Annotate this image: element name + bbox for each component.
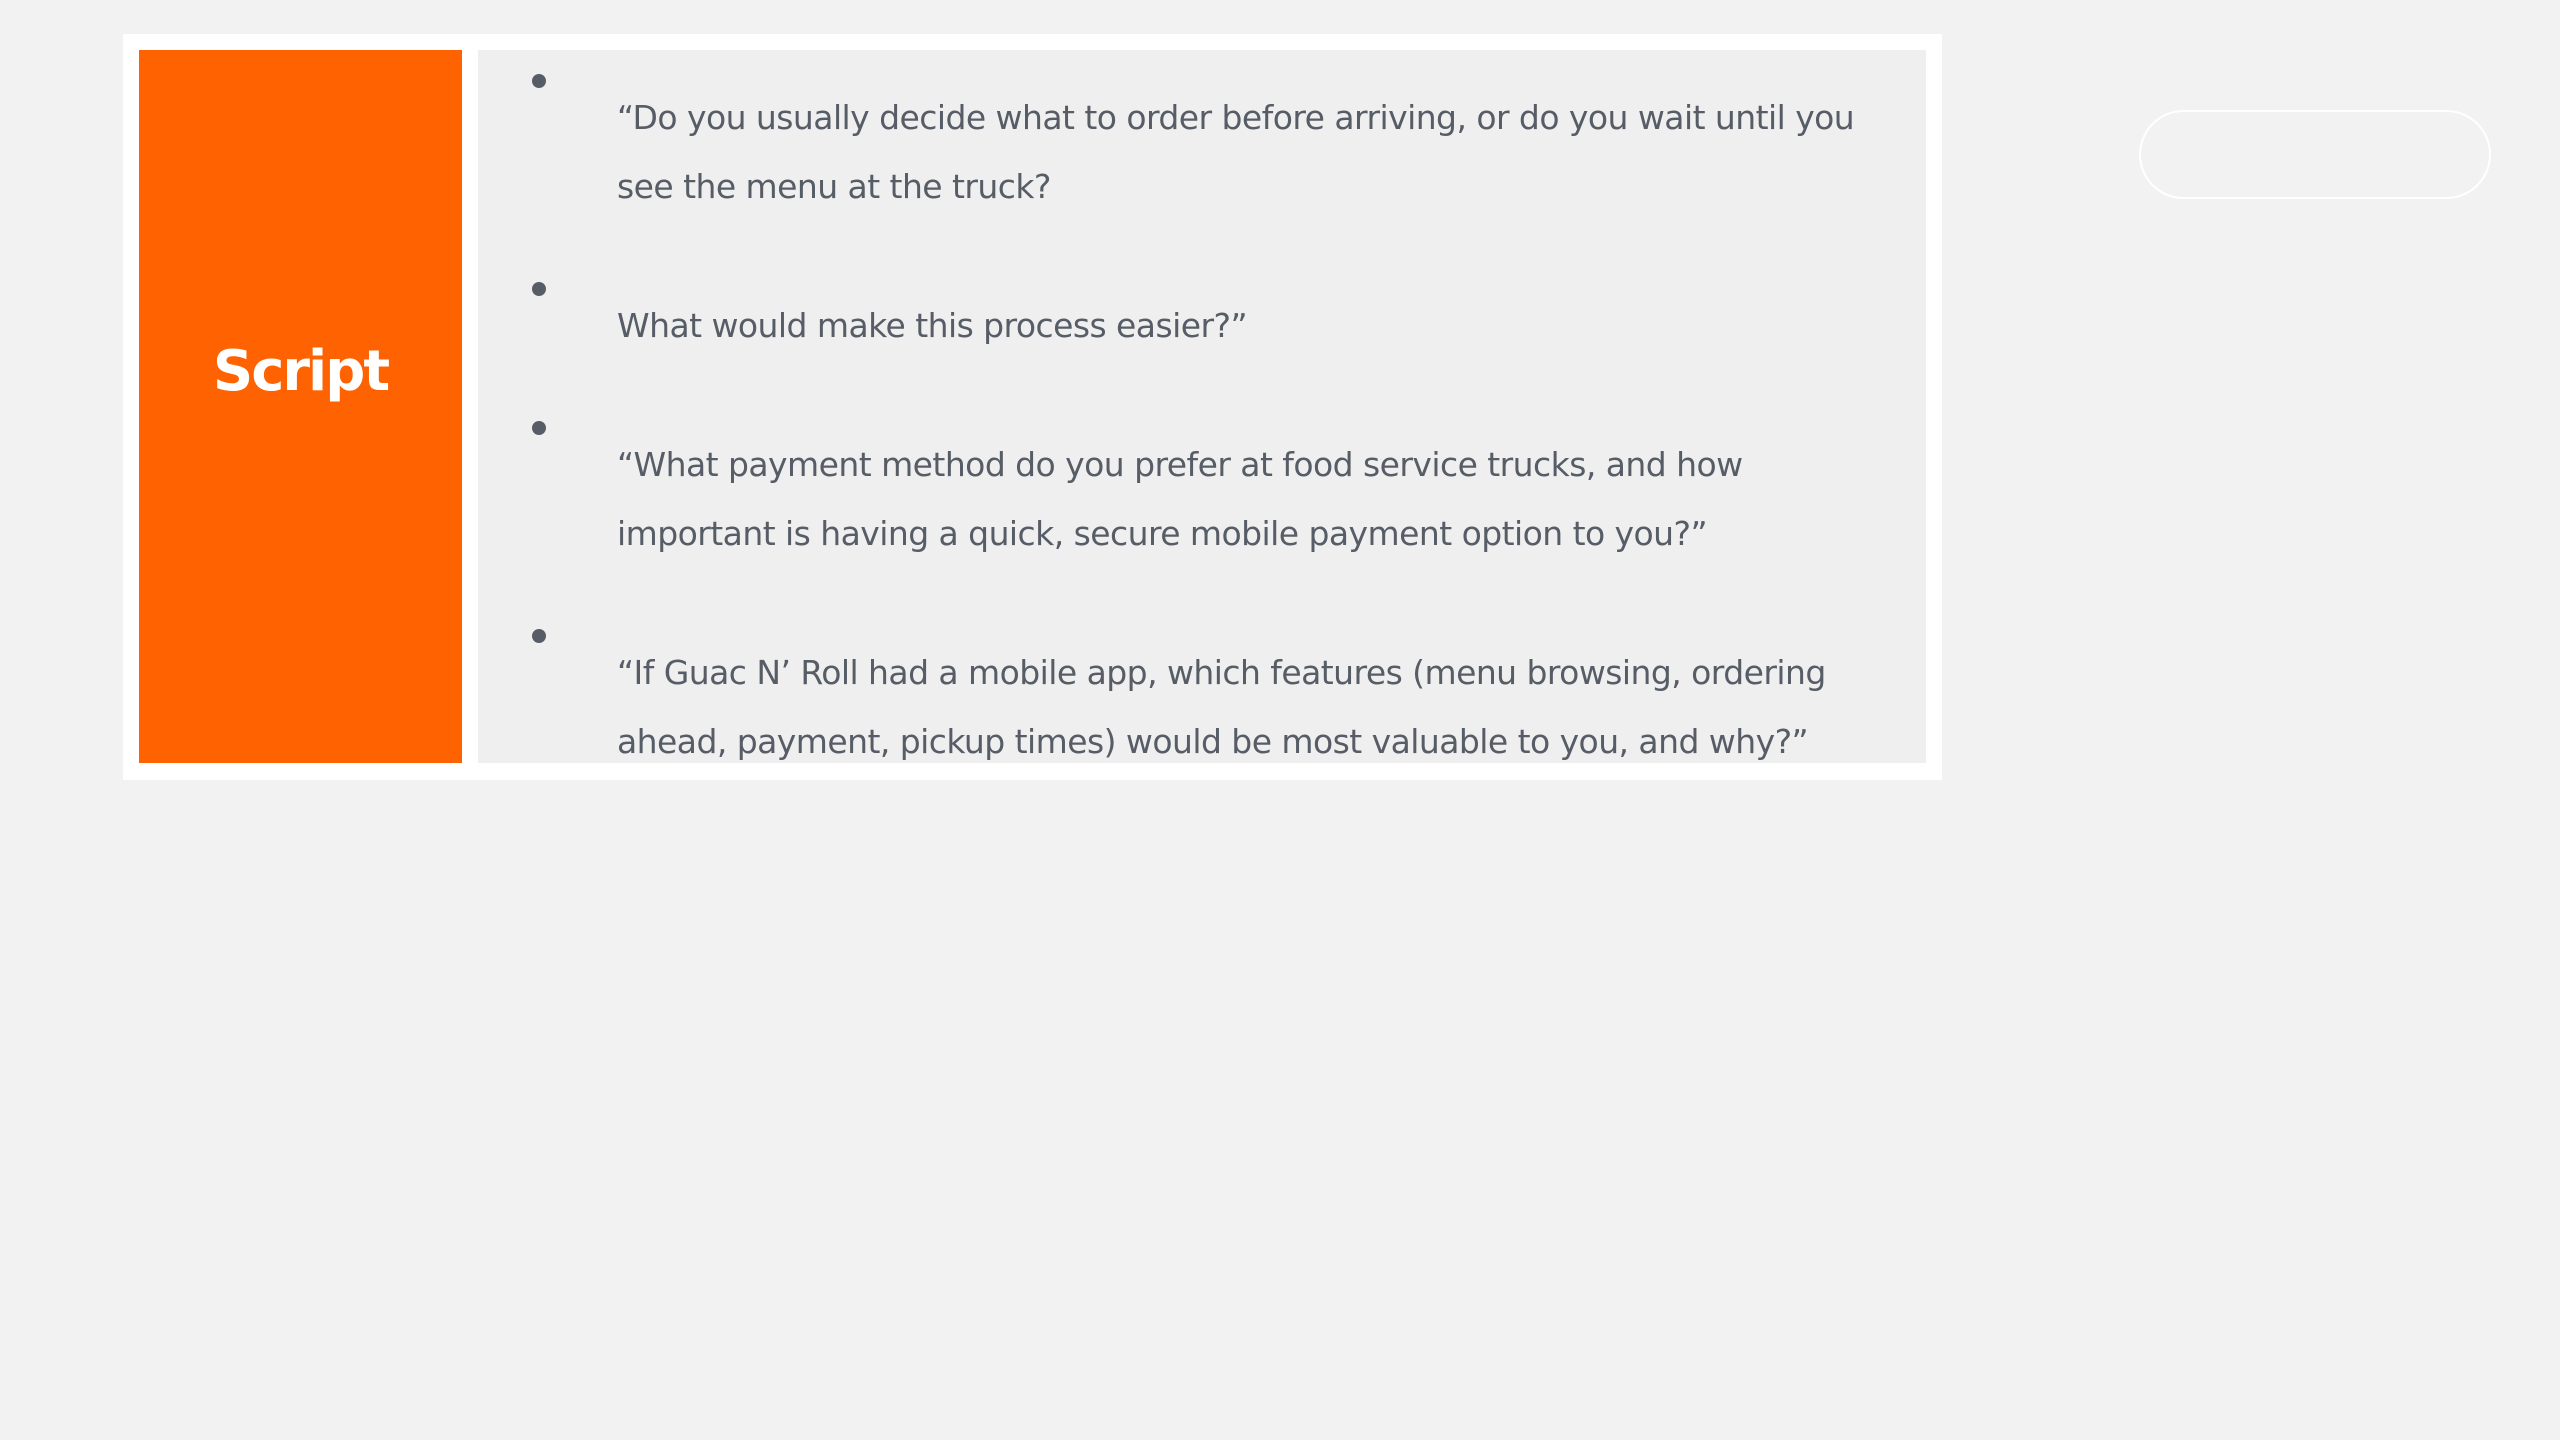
outlined-pill-shape (2139, 110, 2491, 199)
script-title: Script (212, 339, 389, 404)
bullet-icon (532, 74, 546, 88)
question-text: “Do you usually decide what to order before arriving, or do you wait until you see the menu at the truck? (617, 98, 1855, 206)
question-text: “If Guac N’ Roll had a mobile app, which features (menu browsing, ordering ahead, payment, pickup times) would be most valuable to you, and why?” (617, 653, 1826, 761)
question-text: What would make this process easier?” (617, 306, 1248, 345)
question-text: “What payment method do you prefer at food service trucks, and how important is having a quick, secure mobile payment option to you?” (617, 445, 1743, 553)
script-label-panel (139, 50, 462, 763)
bullet-icon (532, 629, 546, 643)
script-card (123, 34, 1942, 780)
script-questions-panel (478, 50, 1926, 763)
bullet-icon (532, 421, 546, 435)
bullet-icon (532, 282, 546, 296)
